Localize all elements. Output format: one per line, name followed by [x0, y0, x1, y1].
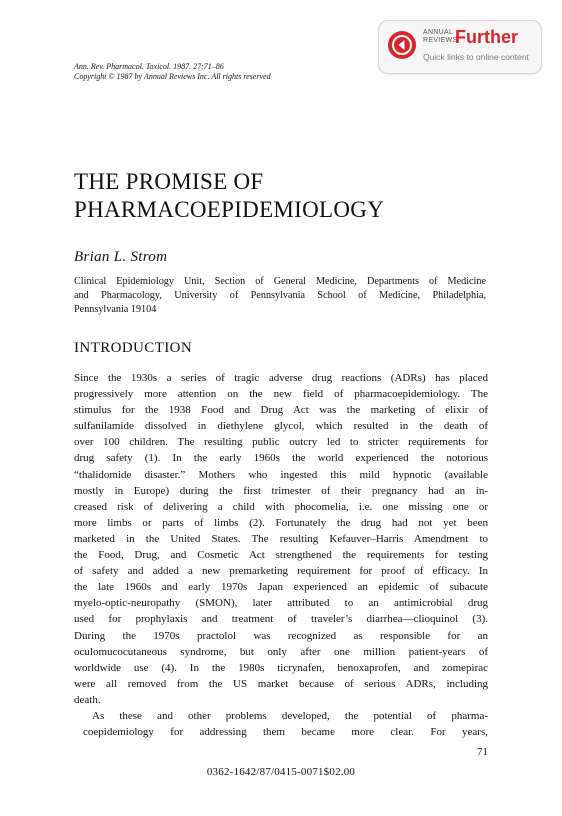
text-line: marketed in the United States. The resulting Kefauver–Harris Amendment to — [74, 532, 488, 545]
text-line: myelo-optic-neuropathy (SMON), later attributed to an antimicrobial drug — [74, 597, 488, 610]
text-line: stimulus for the 1938 Food and Drug Act was the marketing of elixir of — [74, 404, 488, 417]
text-line: of safety and added a new premarketing requirement for proof of efficacy. In — [74, 565, 488, 578]
article-title — [74, 168, 384, 224]
text-line: were all removed from the US market because of serious ADRs, including — [74, 677, 488, 690]
text-line: coepidemiology for addressing them became more clear. For years, — [83, 726, 488, 739]
page-number: 71 — [477, 746, 488, 758]
text-line: Since the 1930s a series of tragic adverse drug reactions (ADRs) has placed — [74, 372, 488, 384]
text-line: As these and other problems developed, the potential of pharma- — [92, 709, 488, 722]
paragraph-1 — [74, 370, 488, 708]
text-line: drug safety (1). In the early 1960s the world experienced the notorious — [74, 452, 488, 465]
text-line: over 100 children. The resulting public outcry led to stricter requirements for — [74, 436, 488, 449]
section-heading: INTRODUCTION — [74, 340, 193, 356]
paragraph-2 — [74, 708, 488, 740]
text-line: the late 1960s and early 1970s Japan experienced an epidemic of subacute — [74, 581, 488, 594]
author-affiliation — [74, 275, 486, 318]
text-line: mostly in Europe) during the first trimester of their pregnancy had an in- — [74, 484, 488, 497]
article-title-line2: PHARMACOEPIDEMIOLOGY — [74, 197, 385, 222]
affiliation-line: Pennsylvania 19104 — [74, 304, 157, 316]
text-line: During the 1970s practolol was recognized as responsible for an — [74, 629, 488, 642]
text-line: the Food, Drug, and Cosmetic Act strengthened the requirements for testing — [74, 549, 488, 562]
citation-journal: Ann. Rev. Pharmacol. Toxicol. 1987. 27:71–86 — [74, 62, 224, 71]
article-title-line1: THE PROMISE OF — [74, 169, 264, 194]
citation-copyright: Copyright © 1987 by Annual Reviews Inc. All rights reserved — [74, 72, 271, 81]
badge-publisher-label — [423, 29, 457, 45]
further-badge[interactable] — [378, 20, 542, 74]
text-line: creased risk of delivering a child with phocomelia, i.e. one missing one or — [74, 500, 488, 513]
badge-top-label: ANNUAL — [423, 29, 454, 36]
text-line: sulfanilamide dissolved in diethylene glycol, which resulted in the death of — [74, 420, 488, 433]
body-text — [74, 370, 488, 740]
citation — [74, 62, 271, 82]
text-line: worldwide use (4). In the 1980s ticrynafen, benoxaprofen, and zomepirac — [74, 661, 488, 674]
text-line: oculomucocutaneous syndrome, but only after one million patient-years of — [74, 645, 488, 658]
affiliation-line: Clinical Epidemiology Unit, Section of General Medicine, Departments of Medicine — [74, 276, 486, 287]
text-line: “thalidomide disaster.” Mothers who ingested this mild hypnotic (available — [74, 468, 488, 481]
badge-subtitle: Quick links to online content — [423, 52, 529, 62]
text-line: death. — [74, 693, 101, 706]
affiliation-line: and Pharmacology, University of Pennsylvania School of Medicine, Philadelphia, — [74, 290, 486, 302]
text-line: used for prophylaxis and treatment of traveler’s diarrhea—clioquinol (3). — [74, 613, 488, 626]
text-line: progressively more attention on the new field of pharmacoepidemiology. The — [74, 388, 488, 401]
footer-code: 0362-1642/87/0415-0071$02.00 — [206, 766, 356, 778]
play-arrow-icon — [388, 31, 416, 59]
badge-bottom-label: REVIEWS — [423, 37, 458, 44]
text-line: more limbs or parts of limbs (2). Fortunately the drug had not yet been — [74, 516, 488, 529]
badge-brand: Further — [455, 27, 518, 47]
author-name: Brian L. Strom — [74, 249, 168, 265]
